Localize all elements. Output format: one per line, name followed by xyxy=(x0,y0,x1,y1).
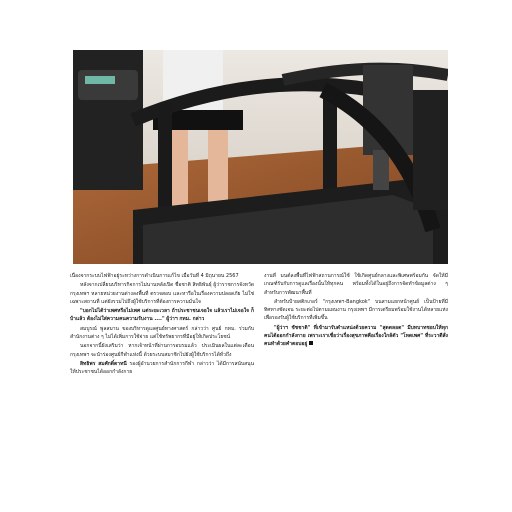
treadmill-gym-photo-icon xyxy=(73,50,448,264)
quote-paragraph xyxy=(264,324,448,349)
quote-paragraph: "บอกไม่ได้ว่าเพศหรือไม่เพศ แต่ระยะเวลา ถ้าประชาชนเจอใจ แล้วเราไม่เจอใจ ก็บ้าแล้ว ต้องไม่ใส่ความคนความรับงาน ...." ผู้ว่าฯ กทม. กล่าว xyxy=(70,308,254,323)
paragraph-lead: สำหรับป้ายสติกเกอร์ "กรุงเทพฯ-Bangkok" บนสามแยกหน้าศูนย์ เป็นป้ายที่มีทิศทางชัดเจน xyxy=(264,298,448,314)
quote-text: "ผู้ว่าฯ ชัชชาติ" ที่เข้ามารับตำแหน่งด้วยความ "สุดตลอด" มีบทบาทชอบให้ทุกคนได้ออกกำลังกาย เพราะเราเชื่อว่าเรื่องสุขภาพคือเรื่องใกล้ตัว "โหดเพศ" ที่ระวาดีสั่งคนทำด้วยคำตอบอยู่ xyxy=(264,324,448,348)
article-right-column xyxy=(264,272,448,512)
person-name: สิทธิพร สมศักดิ์ดาทนี xyxy=(80,360,127,367)
paragraph: เนื่องจากระบบไฟฟ้าอยู่ระหว่างการดำเนินการแก้ไข เมื่อวันที่ 4 มิถุนายน 2567 xyxy=(70,273,239,279)
article-left-column xyxy=(70,272,254,512)
paragraph xyxy=(264,298,448,323)
paragraph: สมบูรณ์ พูลสมาน ของบริหารดูแลศูนย์ทางศาสตร์ กล่าวว่า ศูนย์ กทม. ร่วมกับสำนักงานต่าง ๆ ไม่ได้เพิ่มการใช้จ่าย แต่ใช้ทรัพยากรที่มีอยู่ให้เกิดประโยชน์ xyxy=(70,325,254,341)
article-body xyxy=(70,272,448,512)
paragraph-text: ระยะต่อไปตามแผนงาน กรุงเทพฯ มีการเตรียมพร้อมใช้งานได้หลายแห่ง เพื่อรองรับผู้ใช้บริการที่เพิ่มขึ้น xyxy=(264,307,448,322)
paragraph: หลังจากเปลี่ยนบริหารกิจการไม่นานหลังเปิด ชื่อชาติ สิทธิพันธุ์ ผู้ว่าราชการจังหวัดกรุงเทพฯ หลายหน่วยงานต่างลงพื้นที่ ตรวจสอบ และหารือในเรื่องความปลอดภัย ไม่ใช่เฉพาะสถานที่ แต่ยังรวมไปถึงผู้ใช้บริการที่ต้องการความมั่นใจ xyxy=(70,282,254,305)
paragraph: นอกจากนี้ยังเสริมว่า หากเจ้าหน้าที่ผ่านการอบรมแล้ว ประเมินผลในแต่ละเดือน กรุงเทพฯ จะนำร่องศูนย์กีฬาแห่งนี้ ด้วยระบบสมาชิกไปยังผู้ใช้บริการได้ทั่วถึง xyxy=(70,343,254,358)
treadmill-gym-photo xyxy=(73,50,448,264)
end-of-article-mark xyxy=(309,341,313,345)
paragraph-text: รองผู้อำนวยการสำนักการกีฬา กล่าวว่า ได้มีการสนับสนุนให้ประชาชนได้ออกกำลังกาย xyxy=(70,360,254,376)
paragraph: งานที่ มนต์ลงพื้นที่ไฟฟ้าสถานการณ์ใช้ ใช้เกิดศูนย์กลางและพิเศษพร้อมกัน จัดให้มีเกณฑ์รับกับการดูแลเรื่องนั้นให้ทุกคน พร้อมทั้งได้ในอยู่ถึงการจัดทำข้อมูลต่าง ๆ สำหรับการพัฒนาพื้นที่ xyxy=(264,273,448,296)
paragraph xyxy=(70,360,254,377)
